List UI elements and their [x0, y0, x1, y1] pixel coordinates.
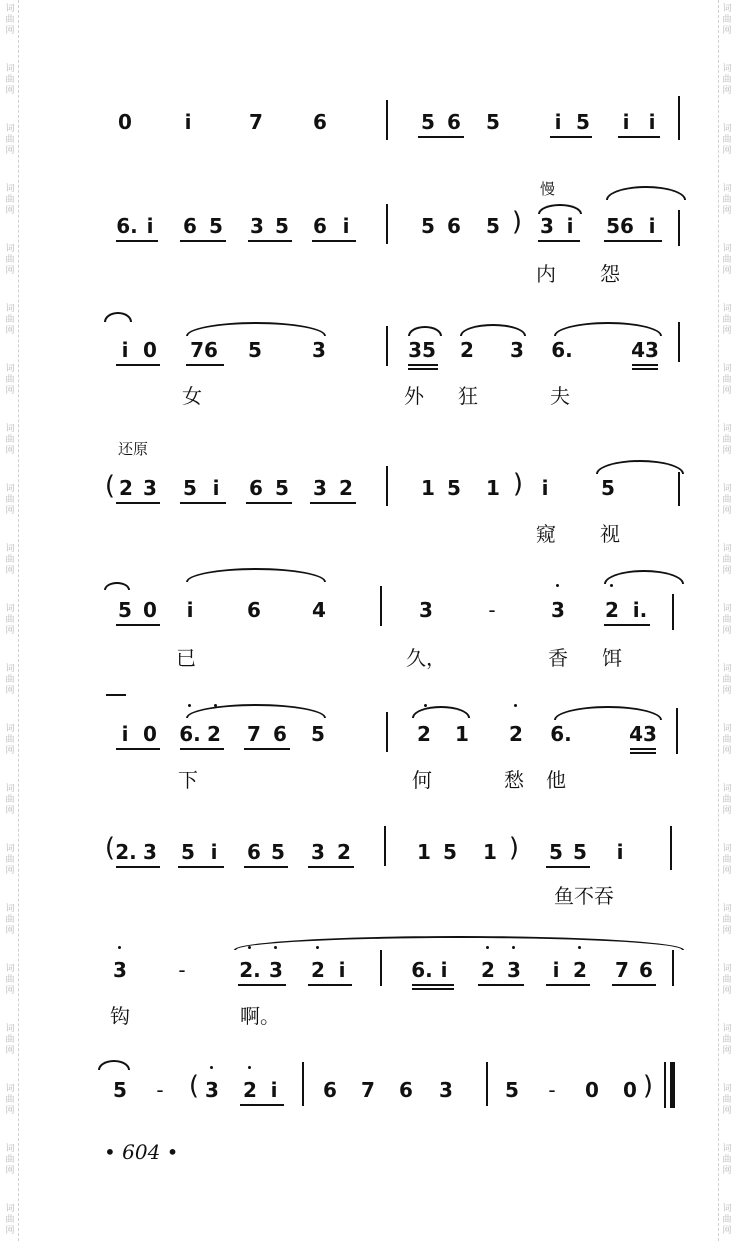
- octave-dot: [424, 704, 427, 707]
- lyric: 饵: [602, 646, 622, 670]
- close-paren: ): [508, 833, 520, 863]
- note: 3: [143, 476, 157, 500]
- dash: -: [156, 1078, 164, 1102]
- note: i: [184, 110, 192, 134]
- note: 6: [183, 214, 197, 238]
- underline: [178, 866, 224, 868]
- watermark-text: 词 曲 网: [5, 1144, 15, 1176]
- note: 7: [249, 110, 263, 134]
- note: i: [186, 598, 194, 622]
- underline: [418, 136, 464, 138]
- note: 5: [447, 476, 461, 500]
- octave-dot: [248, 946, 251, 949]
- note: 5: [443, 840, 457, 864]
- note: 1: [486, 476, 500, 500]
- note: 0: [118, 110, 132, 134]
- slur: [538, 204, 582, 214]
- note: 6: [247, 840, 261, 864]
- note: 0: [623, 1078, 637, 1102]
- watermark-text: 词 曲 网: [722, 304, 732, 336]
- tie: [98, 1060, 130, 1070]
- note: 43: [629, 722, 657, 746]
- watermark-text: 词 曲 网: [5, 784, 15, 816]
- underline: [612, 984, 656, 986]
- final-bar-thin: [664, 1062, 666, 1108]
- note: 2.: [115, 840, 137, 864]
- note: 6: [313, 110, 327, 134]
- note: i: [146, 214, 154, 238]
- note: 3: [313, 476, 327, 500]
- note: 0: [143, 722, 157, 746]
- note: 2: [460, 338, 474, 362]
- slur: [186, 568, 326, 582]
- watermark-text: 词 曲 网: [722, 964, 732, 996]
- note: 3: [439, 1078, 453, 1102]
- underline: [412, 988, 454, 990]
- watermark-text: 词 曲 网: [5, 724, 15, 756]
- watermark-text: 词 曲 网: [5, 1204, 15, 1236]
- note: 5: [181, 840, 195, 864]
- note: 1: [421, 476, 435, 500]
- note: 7: [615, 958, 629, 982]
- bar-line: [678, 96, 680, 140]
- note: 76: [190, 338, 218, 362]
- note: 3: [143, 840, 157, 864]
- watermark-text: 词 曲 网: [722, 64, 732, 96]
- underline: [180, 502, 226, 504]
- note: 3: [250, 214, 264, 238]
- note: 2: [605, 598, 619, 622]
- octave-dot: [512, 946, 515, 949]
- note: 7: [247, 722, 261, 746]
- underline: [116, 866, 160, 868]
- underline: [240, 1104, 284, 1106]
- note: 6: [323, 1078, 337, 1102]
- slur: [234, 936, 684, 950]
- underline: [618, 136, 660, 138]
- slur: [186, 704, 326, 718]
- underline: [604, 240, 662, 242]
- watermark-text: 词 曲 网: [5, 604, 15, 636]
- note: 4: [312, 598, 326, 622]
- watermark-text: 词 曲 网: [5, 424, 15, 456]
- underline: [632, 368, 658, 370]
- octave-dot: [610, 584, 613, 587]
- note: i: [212, 476, 220, 500]
- underline: [246, 502, 292, 504]
- note: 2: [339, 476, 353, 500]
- watermark-text: 词 曲 网: [722, 1144, 732, 1176]
- note: i: [440, 958, 448, 982]
- lyric: 狂: [458, 384, 478, 408]
- note: 5: [271, 840, 285, 864]
- underline: [248, 240, 292, 242]
- note: 5: [275, 476, 289, 500]
- bar-line: [386, 204, 388, 244]
- note: 5: [118, 598, 132, 622]
- octave-dot: [188, 704, 191, 707]
- note: 5: [505, 1078, 519, 1102]
- watermark-text: 词 曲 网: [5, 1084, 15, 1116]
- watermark-text: 词 曲 网: [722, 844, 732, 876]
- lyric: 视: [600, 522, 620, 546]
- watermark-text: 词 曲 网: [5, 304, 15, 336]
- lyric: 久，: [406, 646, 446, 670]
- watermark-text: 词 曲 网: [722, 724, 732, 756]
- octave-dot: [514, 704, 517, 707]
- underline: [186, 364, 224, 366]
- slur: [186, 322, 326, 336]
- note: 5: [248, 338, 262, 362]
- note: 1: [483, 840, 497, 864]
- note: 3: [205, 1078, 219, 1102]
- octave-dot: [316, 946, 319, 949]
- octave-dot: [118, 946, 121, 949]
- note: i: [648, 110, 656, 134]
- underline: [478, 984, 524, 986]
- note: 6: [447, 110, 461, 134]
- lyric: 愁: [504, 768, 524, 792]
- note: 6: [399, 1078, 413, 1102]
- note: i: [648, 214, 656, 238]
- bar-line: [386, 712, 388, 752]
- note: 2.: [239, 958, 261, 982]
- tempo-mark-restore: 还原: [118, 440, 149, 458]
- open-paren: (: [188, 1071, 200, 1101]
- watermark-text: 词 曲 网: [5, 484, 15, 516]
- lyric: 窥: [536, 522, 556, 546]
- watermark-text: 词 曲 网: [722, 184, 732, 216]
- note: 1: [417, 840, 431, 864]
- slur: [604, 570, 684, 584]
- note: 2: [481, 958, 495, 982]
- underline: [116, 240, 158, 242]
- note: 5: [576, 110, 590, 134]
- watermark-text: 词 曲 网: [722, 904, 732, 936]
- note: 3: [540, 214, 554, 238]
- page-number: • 604 •: [104, 1140, 179, 1164]
- note: i: [121, 722, 129, 746]
- watermark-text: 词 曲 网: [5, 544, 15, 576]
- close-paren: ): [512, 469, 524, 499]
- note: 3: [269, 958, 283, 982]
- watermark-text: 词 曲 网: [722, 4, 732, 36]
- slur: [554, 322, 662, 336]
- watermark-text: 词 曲 网: [5, 184, 15, 216]
- watermark-text: 词 曲 网: [722, 1084, 732, 1116]
- note: 6: [313, 214, 327, 238]
- underline: [312, 240, 356, 242]
- note: i: [554, 110, 562, 134]
- left-watermark-strip: [2, 0, 19, 1241]
- tie-mark: [106, 694, 126, 696]
- lyric: 夫: [550, 384, 570, 408]
- watermark-text: 词 曲 网: [722, 544, 732, 576]
- octave-dot: [556, 584, 559, 587]
- underline: [546, 984, 590, 986]
- watermark-text: 词 曲 网: [722, 604, 732, 636]
- note: 5: [183, 476, 197, 500]
- lyric: 何: [412, 768, 432, 792]
- note: 0: [585, 1078, 599, 1102]
- watermark-text: 词 曲 网: [5, 964, 15, 996]
- right-watermark-strip: [718, 0, 735, 1241]
- underline: [632, 364, 658, 366]
- watermark-text: 词 曲 网: [5, 124, 15, 156]
- note: 1: [455, 722, 469, 746]
- octave-dot: [274, 946, 277, 949]
- underline: [180, 748, 224, 750]
- bar-line: [384, 826, 386, 866]
- dash: -: [548, 1078, 556, 1102]
- bar-line: [380, 586, 382, 626]
- bar-line: [678, 472, 680, 506]
- note: 35: [408, 338, 436, 362]
- bar-line: [302, 1062, 304, 1106]
- watermark-text: 词 曲 网: [722, 664, 732, 696]
- watermark-text: 词 曲 网: [5, 64, 15, 96]
- tempo-mark-slow: 慢: [540, 180, 556, 198]
- watermark-text: 词 曲 网: [722, 1024, 732, 1056]
- lyric: 已: [176, 646, 196, 670]
- lyric: 啊。: [240, 1004, 280, 1028]
- octave-dot: [486, 946, 489, 949]
- note: 5: [311, 722, 325, 746]
- dash: -: [178, 958, 186, 982]
- note: 6.: [116, 214, 138, 238]
- bar-line: [386, 100, 388, 140]
- note: 5: [486, 214, 500, 238]
- note: i: [210, 840, 218, 864]
- note: 5: [573, 840, 587, 864]
- watermark-text: 词 曲 网: [5, 844, 15, 876]
- final-bar-thick: [670, 1062, 675, 1108]
- note: i: [622, 110, 630, 134]
- note: 6: [249, 476, 263, 500]
- note: 6: [273, 722, 287, 746]
- watermark-text: 词 曲 网: [722, 244, 732, 276]
- octave-dot: [210, 1066, 213, 1069]
- watermark-text: 词 曲 网: [5, 664, 15, 696]
- note: 5: [421, 214, 435, 238]
- lyric: 下: [178, 768, 198, 792]
- underline: [308, 984, 352, 986]
- bar-line: [386, 326, 388, 366]
- bar-line: [386, 466, 388, 506]
- lyric: 内: [536, 262, 556, 286]
- note: i: [121, 338, 129, 362]
- dash: -: [488, 598, 496, 622]
- note: 6.: [550, 722, 572, 746]
- note: 6: [247, 598, 261, 622]
- note: 3: [507, 958, 521, 982]
- note: i: [566, 214, 574, 238]
- note: 3: [312, 338, 326, 362]
- underline: [244, 866, 288, 868]
- open-paren: (: [104, 471, 116, 501]
- underline: [310, 502, 356, 504]
- underline: [538, 240, 580, 242]
- underline: [630, 748, 656, 750]
- note: i: [342, 214, 350, 238]
- watermark-text: 词 曲 网: [5, 244, 15, 276]
- underline: [116, 748, 160, 750]
- slur: [606, 186, 686, 200]
- underline: [604, 624, 650, 626]
- note: 2: [573, 958, 587, 982]
- note: 2: [207, 722, 221, 746]
- underline: [180, 240, 226, 242]
- underline: [550, 136, 592, 138]
- note: 6.: [551, 338, 573, 362]
- note: 2: [119, 476, 133, 500]
- note: 43: [631, 338, 659, 362]
- underline: [546, 866, 590, 868]
- note: 5: [549, 840, 563, 864]
- underline: [116, 624, 160, 626]
- note: i: [616, 840, 624, 864]
- note: i.: [632, 598, 648, 622]
- note: 6.: [179, 722, 201, 746]
- note: i: [338, 958, 346, 982]
- note: 6: [639, 958, 653, 982]
- lyric: 鱼不吞: [554, 884, 614, 908]
- underline: [408, 364, 438, 366]
- bar-line: [678, 210, 680, 246]
- bar-line: [380, 950, 382, 986]
- close-paren: ): [642, 1071, 654, 1101]
- slur: [408, 326, 442, 336]
- note: i: [541, 476, 549, 500]
- underline: [308, 866, 354, 868]
- lyric: 香: [548, 646, 568, 670]
- note: 0: [143, 598, 157, 622]
- bar-line: [486, 1062, 488, 1106]
- octave-dot: [578, 946, 581, 949]
- lyric: 女: [182, 384, 202, 408]
- note: i: [270, 1078, 278, 1102]
- underline: [408, 368, 438, 370]
- bar-line: [672, 950, 674, 986]
- note: 56: [606, 214, 634, 238]
- note: 3: [551, 598, 565, 622]
- note: 2: [311, 958, 325, 982]
- watermark-text: 词 曲 网: [5, 364, 15, 396]
- underline: [116, 364, 160, 366]
- tie: [104, 582, 130, 590]
- watermark-text: 词 曲 网: [722, 484, 732, 516]
- note: 3: [311, 840, 325, 864]
- note: 5: [486, 110, 500, 134]
- underline: [630, 752, 656, 754]
- note: 3: [510, 338, 524, 362]
- watermark-text: 词 曲 网: [722, 1204, 732, 1236]
- bar-line: [676, 708, 678, 754]
- note: 2: [337, 840, 351, 864]
- note: 2: [243, 1078, 257, 1102]
- lyric: 钩: [110, 1004, 130, 1028]
- note: 5: [209, 214, 223, 238]
- watermark-text: 词 曲 网: [722, 784, 732, 816]
- slur: [596, 460, 684, 474]
- note: i: [552, 958, 560, 982]
- watermark-text: 词 曲 网: [722, 124, 732, 156]
- watermark-text: 词 曲 网: [722, 364, 732, 396]
- note: 3: [419, 598, 433, 622]
- underline: [116, 502, 160, 504]
- lyric: 怨: [600, 262, 620, 286]
- note: 5: [113, 1078, 127, 1102]
- octave-dot: [248, 1066, 251, 1069]
- note: 5: [601, 476, 615, 500]
- underline: [238, 984, 286, 986]
- note: 7: [361, 1078, 375, 1102]
- note: 0: [143, 338, 157, 362]
- lyric: 他: [546, 768, 566, 792]
- tie: [104, 312, 132, 322]
- underline: [412, 984, 454, 986]
- slur: [412, 706, 470, 718]
- note: 3: [113, 958, 127, 982]
- open-paren: (: [104, 833, 116, 863]
- watermark-text: 词 曲 网: [5, 4, 15, 36]
- note: 5: [421, 110, 435, 134]
- note: 2: [417, 722, 431, 746]
- note: 5: [275, 214, 289, 238]
- slur: [554, 706, 662, 720]
- watermark-text: 词 曲 网: [5, 904, 15, 936]
- bar-line: [678, 322, 680, 362]
- close-paren: ): [511, 207, 523, 237]
- note: 2: [509, 722, 523, 746]
- bar-line: [672, 594, 674, 630]
- bar-line: [670, 826, 672, 870]
- slur: [460, 324, 526, 336]
- octave-dot: [214, 704, 217, 707]
- note: 6.: [411, 958, 433, 982]
- lyric: 外: [404, 384, 424, 408]
- watermark-text: 词 曲 网: [722, 424, 732, 456]
- underline: [244, 748, 290, 750]
- watermark-text: 词 曲 网: [5, 1024, 15, 1056]
- note: 6: [447, 214, 461, 238]
